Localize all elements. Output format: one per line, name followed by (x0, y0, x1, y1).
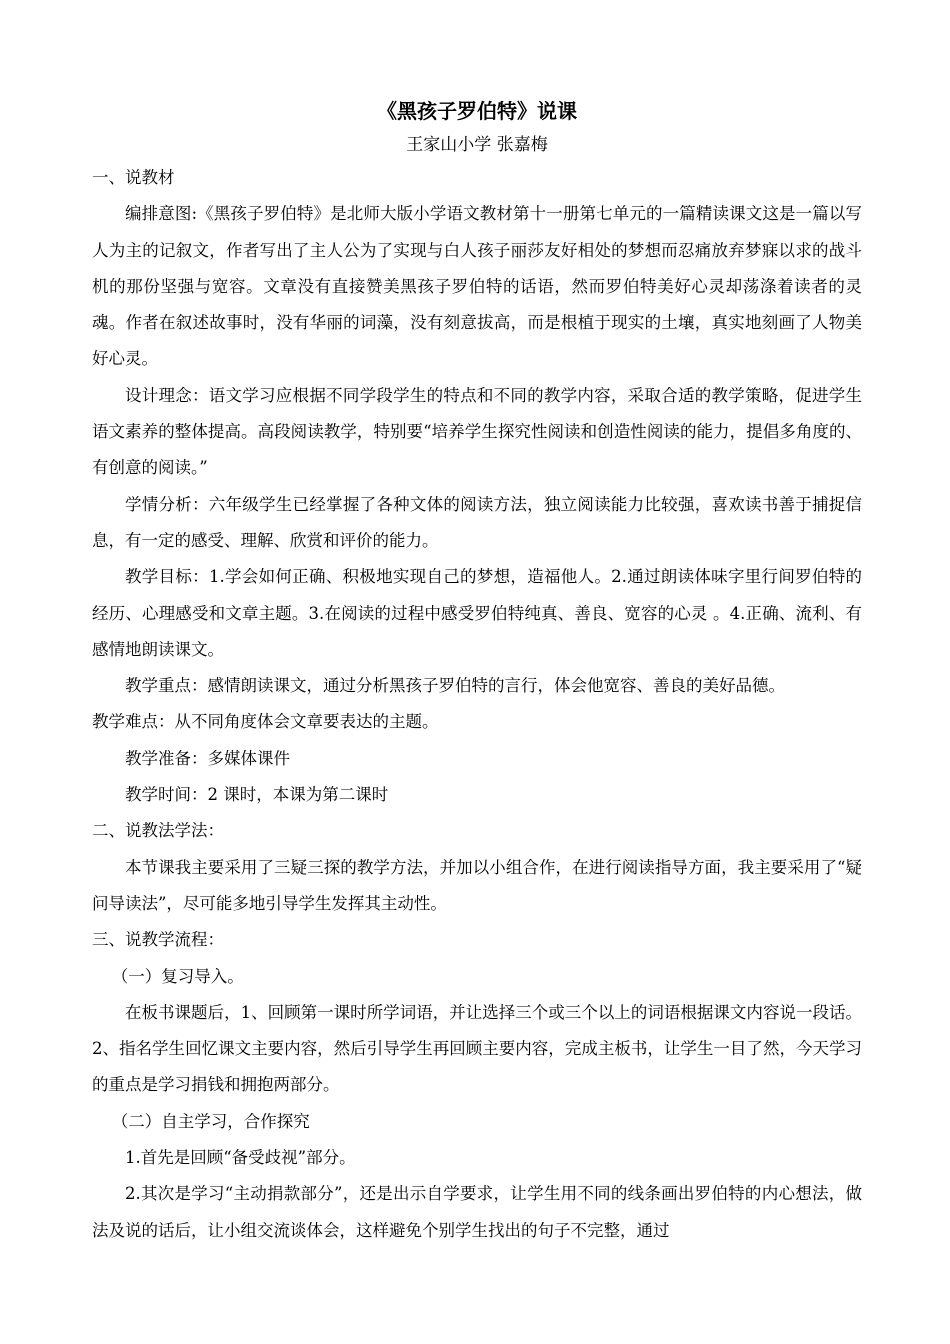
paragraph-teaching-goals: 教学目标：1.学会如何正确、积极地实现自己的梦想，造福他人。2.通过朗读体味字里行间罗伯特的经历、心理感受和文章主题。3.在阅读的过程中感受罗伯特纯真、善良、宽容的心灵 。4.正确、流利、有感情地朗读课文。 (92, 567, 862, 659)
section-heading-3: 三、说教学流程： (92, 930, 224, 950)
paragraph-step-2: 2.其次是学习“主动捐款部分”，还是出示自学要求，让学生用不同的线条画出罗伯特的内心想法，做法及说的话后，让小组交流谈体会，这样避免个别学生找出的句子不完整，通过 (92, 1184, 862, 1240)
paragraph-step-1: 1.首先是回顾“备受歧视”部分。 (125, 1148, 356, 1168)
paragraph-review: 在板书课题后，1、回顾第一课时所学词语，并让选择三个或三个以上的词语根据课文内容说一段话。2、指名学生回忆课文主要内容，然后引导学生再回顾主要内容，完成主板书，让学生一目了然，今天学习的重点是学习捐钱和拥抱两部分。 (92, 1002, 862, 1095)
document-title: 《黑孩子罗伯特》说课 (377, 99, 577, 123)
paragraph-teaching-prep: 教学准备：多媒体课件 (125, 748, 290, 768)
paragraph-methods: 本节课我主要采用了三疑三探的教学方法，并加以小组合作，在进行阅读指导方面，我主要采用了“疑问导读法”，尽可能多地引导学生发挥其主动性。 (92, 857, 862, 913)
paragraph-teaching-difficulty: 教学难点：从不同角度体会文章要表达的主题。 (92, 712, 439, 732)
paragraph-teaching-time: 教学时间：2 课时，本课为第二课时 (125, 785, 389, 805)
paragraph-student-analysis: 学情分析：六年级学生已经掌握了各种文体的阅读方法，独立阅读能力比较强，喜欢读书善于捕捉信息，有一定的感受、理解、欣赏和评价的能力。 (92, 494, 862, 550)
paragraph-design-intent: 编排意图:《黑孩子罗伯特》是北师大版小学语文教材第十一册第七单元的一篇精读课文这是一篇以写人为主的记叙文，作者写出了主人公为了实现与白人孩子丽莎友好相处的梦想而忍痛放弃梦寐以求的战斗机的那份坚强与宽容。文章没有直接赞美黑孩子罗伯特的话语，然而罗伯特美好心灵却荡涤着读者的灵魂。作者在叙述故事时，没有华丽的词藻，没有刻意拔高，而是根植于现实的土壤，真实地刻画了人物美好心灵。 (92, 204, 862, 369)
author-line: 王家山小学 张嘉梅 (406, 135, 548, 155)
paragraph-teaching-focus: 教学重点：感情朗读课文，通过分析黑孩子罗伯特的言行，体会他宽容、善良的美好品德。 (125, 676, 785, 696)
paragraph-design-concept: 设计理念：语文学习应根据不同学段学生的特点和不同的教学内容，采取合适的教学策略，促进学生语文素养的整体提高。高段阅读教学，特别要“培养学生探究性阅读和创造性阅读的能力，提倡多角度的、有创意的阅读。” (92, 385, 862, 478)
subheading-review: （一）复习导入。 (111, 966, 244, 986)
section-heading-1: 一、说教材 (92, 168, 175, 187)
section-heading-2: 二、说教法学法： (92, 821, 224, 841)
subheading-self-study: （二）自主学习，合作探究 (111, 1111, 310, 1131)
